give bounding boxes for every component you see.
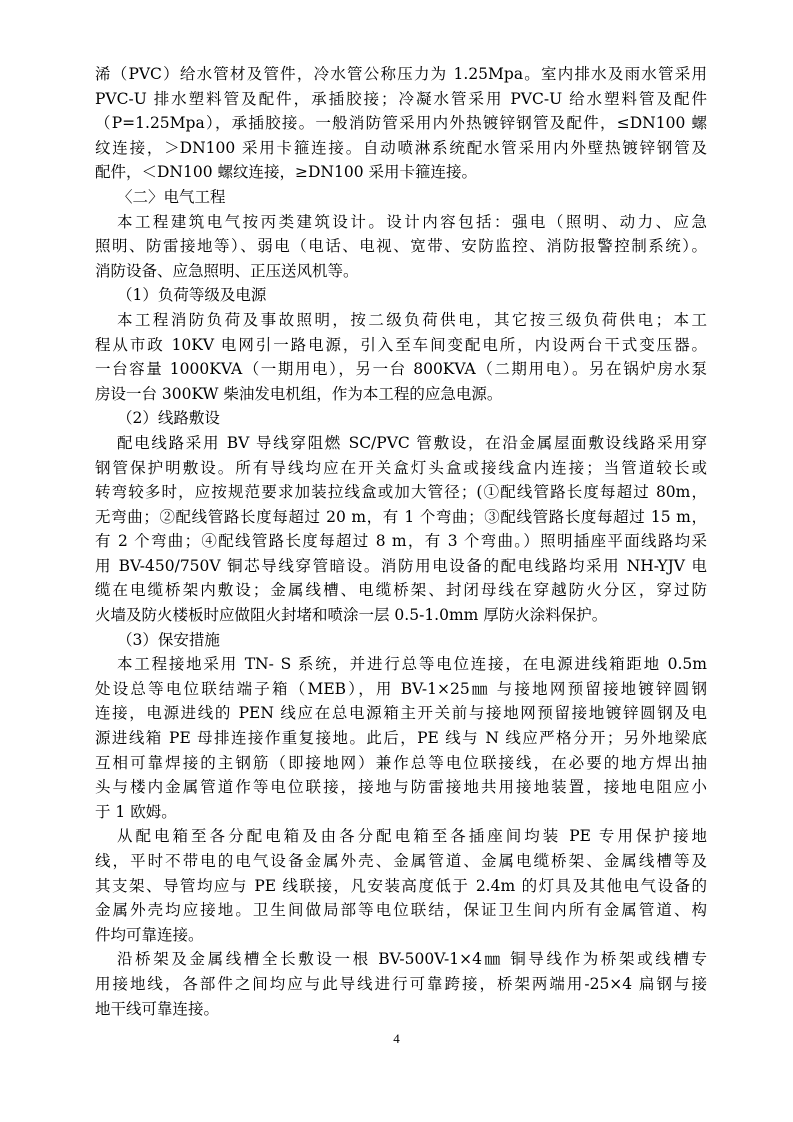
section-heading: 〈二〉电气工程 bbox=[117, 187, 226, 206]
section-heading: （3）保安措施 bbox=[117, 630, 220, 649]
text-line: 源进线箱 PE 母排连接作重复接地。此后，PE 线与 N 线应严格分开；另外地梁底 bbox=[95, 729, 707, 748]
text-line: 头与楼内金属管道作等电位联接，接地与防雷接地共用接地装置，接地电阻应小 bbox=[95, 778, 707, 797]
text-line: 无弯曲；②配线管路长度每超过 20 m，有 1 个弯曲；③配线管路长度每超过 15 m， bbox=[95, 507, 707, 526]
text-line: 用 BV-450/750V 铜芯导线穿管暗设。消防用电设备的配电线路均采用 NH-YJV 电 bbox=[95, 556, 707, 575]
text-line: 一台容量 1000KVA（一期用电），另一台 800KVA（二期用电）。另在锅炉房水泵 bbox=[95, 360, 707, 379]
text-line: 用接地线，各部件之间均应与此导线进行可靠跨接，桥架两端用-25×4 扁钢与接 bbox=[95, 974, 707, 993]
text-line: 连接，电源进线的 PEN 线应在总电源箱主开关前与接地网预留接地镀锌圆钢及电 bbox=[95, 704, 707, 723]
text-line: 互相可靠焊接的主钢筋（即接地网）兼作总等电位联接线，在必要的地方焊出抽 bbox=[95, 753, 707, 772]
text-line: 金属外壳均应接地。卫生间做局部等电位联结，保证卫生间内所有金属管道、构 bbox=[95, 901, 707, 920]
text-line: 本工程消防负荷及事故照明，按二级负荷供电，其它按三级负荷供电；本工 bbox=[117, 310, 707, 329]
text-line: 钢管保护明敷设。所有导线均应在开关盒灯头盒或接线盒内连接；当管道较长或 bbox=[95, 458, 707, 477]
text-line: 本工程接地采用 TN- S 系统，并进行总等电位连接，在电源进线箱距地 0.5m bbox=[117, 655, 707, 674]
text-line: 其支架、导管均应与 PE 线联接，凡安装高度低于 2.4m 的灯具及其他电气设备的 bbox=[95, 876, 707, 895]
text-line: 地干线可靠连接。 bbox=[95, 999, 220, 1018]
text-line: 房设一台 300KW 柴油发电机组，作为本工程的应急电源。 bbox=[95, 384, 503, 403]
text-line: 处设总等电位联结端子箱（MEB），用 BV-1×25㎜ 与接地网预留接地镀锌圆钢 bbox=[95, 679, 707, 698]
text-line: 从配电箱至各分配电箱及由各分配电箱至各插座间均装 PE 专用保护接地 bbox=[117, 827, 707, 846]
page-number: 4 bbox=[393, 1031, 400, 1046]
text-line: 照明、防雷接地等）、弱电（电话、电视、宽带、安防监控、消防报警控制系统）。 bbox=[95, 237, 707, 256]
text-line: 件均可靠连接。 bbox=[95, 925, 204, 944]
text-line: 缆在电缆桥架内敷设；金属线槽、电缆桥架、封闭母线在穿越防火分区，穿过防 bbox=[95, 581, 707, 600]
text-line: 转弯较多时，应按规范要求加装拉线盒或加大管径；(①配线管路长度每超过 80m， bbox=[95, 483, 707, 502]
text-line: 纹连接，＞DN100 采用卡箍连接。自动喷淋系统配水管采用内外壁热镀锌钢管及 bbox=[95, 138, 707, 157]
text-line: 于 1 欧姆。 bbox=[95, 802, 177, 821]
document-body bbox=[95, 62, 707, 1021]
text-line: （P=1.25Mpa），承插胶接。一般消防管采用内外热镀锌钢管及配件，≤DN100 螺 bbox=[95, 114, 707, 133]
text-line: 沿桥架及金属线槽全长敷设一根 BV-500V-1×4㎜ 铜导线作为桥架或线槽专 bbox=[117, 950, 707, 969]
text-line: 消防设备、应急照明、正压送风机等。 bbox=[95, 261, 359, 280]
text-line: 有 2 个弯曲；④配线管路长度每超过 8 m，有 3 个弯曲。）照明插座平面线路均采 bbox=[95, 532, 707, 551]
text-line: 本工程建筑电气按丙类建筑设计。设计内容包括：强电（照明、动力、应急 bbox=[117, 212, 707, 231]
text-line: 火墙及防火楼板时应做阻火封堵和喷涂一层 0.5-1.0mm 厚防火涂料保护。 bbox=[95, 606, 608, 625]
text-line: PVC-U 排水塑料管及配件，承插胶接；冷凝水管采用 PVC-U 给水塑料管及配件 bbox=[95, 89, 707, 108]
text-line: 配电线路采用 BV 导线穿阻燃 SC/PVC 管敷设，在沿金属屋面敷设线路采用穿 bbox=[117, 433, 707, 452]
text-line: 程从市政 10KV 电网引一路电源，引入至车间变配电所，内设两台干式变压器。 bbox=[95, 335, 707, 354]
section-heading: （1）负荷等级及电源 bbox=[117, 286, 267, 305]
text-line: 线，平时不带电的电气设备金属外壳、金属管道、金属电缆桥架、金属线槽等及 bbox=[95, 852, 707, 870]
text-line: 浠（PVC）给水管材及管件，冷水管公称压力为 1.25Mpa。室内排水及雨水管采用 bbox=[95, 65, 707, 83]
section-heading: （2）线路敷设 bbox=[117, 409, 220, 428]
text-line: 配件，＜DN100 螺纹连接，≥DN100 采用卡箍连接。 bbox=[95, 163, 477, 182]
